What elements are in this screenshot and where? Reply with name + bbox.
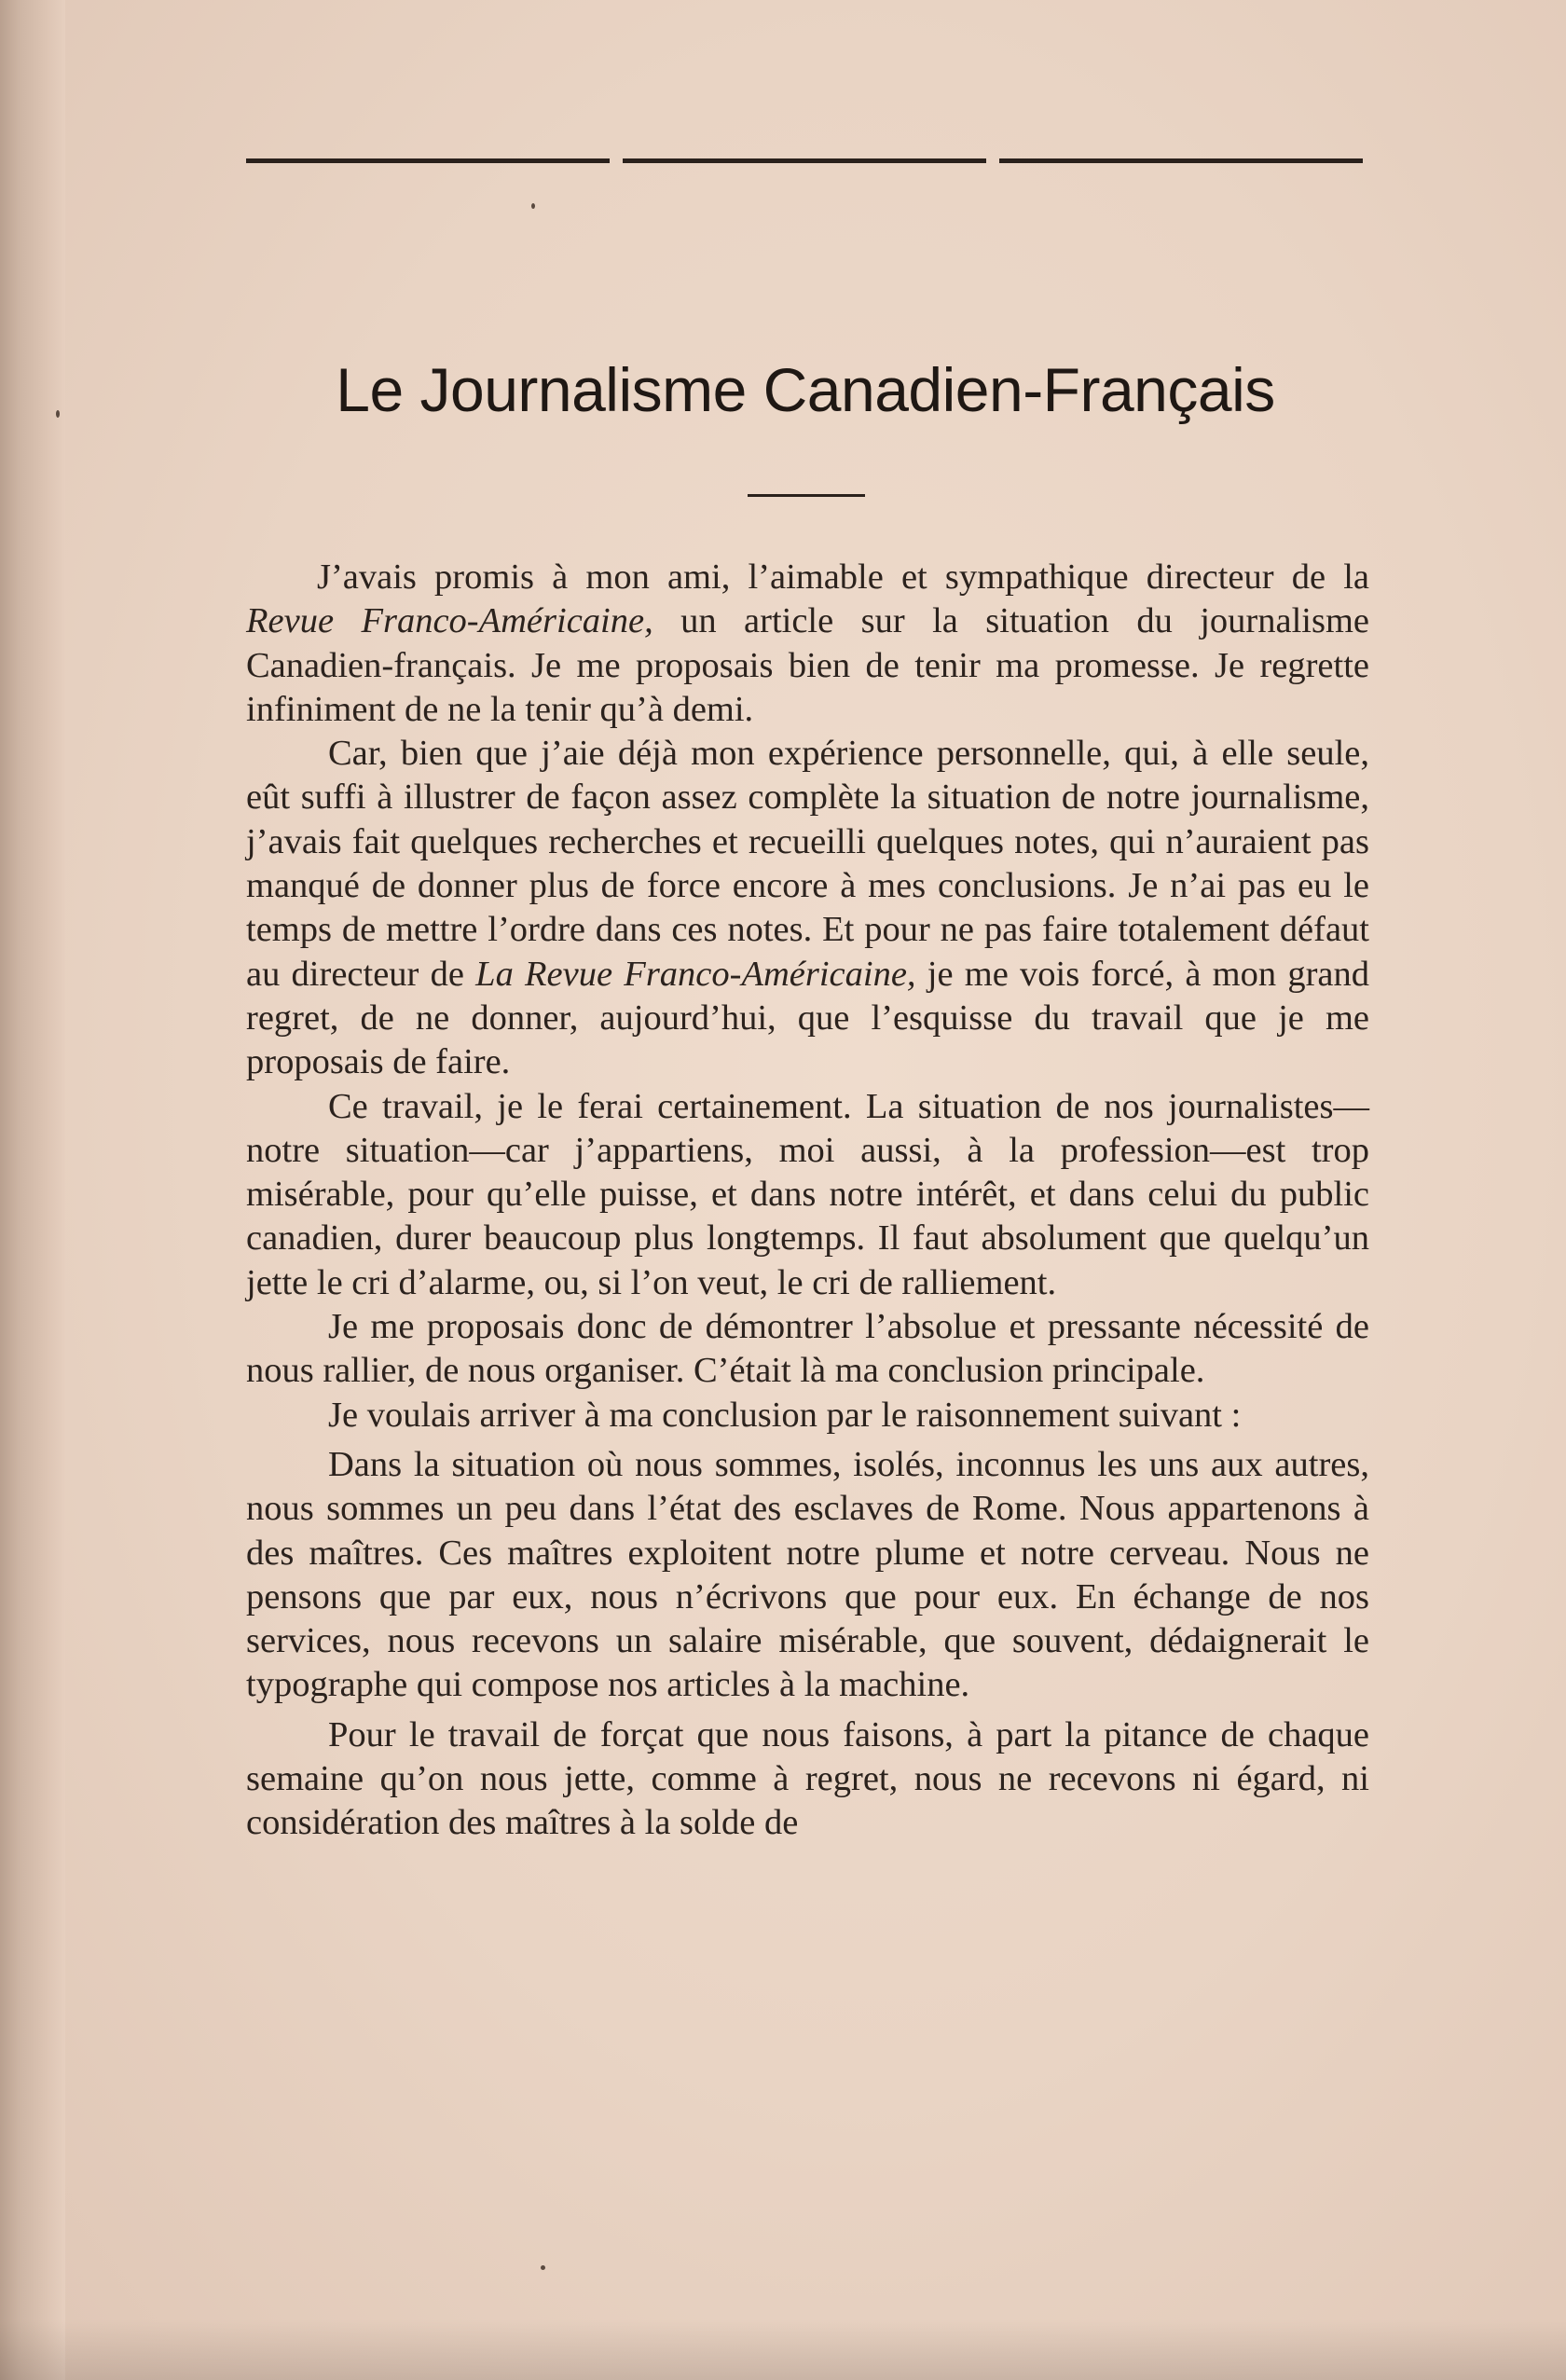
paper-speck <box>56 410 60 418</box>
paragraph-4: Je me proposais donc de démontrer l’absolue et pressante nécessité de nous rallier, de nous organiser. C’était là ma conclusion principale. <box>246 1307 1369 1391</box>
page-bottom-shadow <box>0 2321 1566 2380</box>
paragraph-1-text-a: J’avais promis à mon ami, l’aimable et sympathique directeur de la <box>317 557 1369 597</box>
paragraph-2 <box>246 732 1369 1084</box>
article-title: Le Journalisme Canadien-Français <box>336 355 1275 424</box>
paragraph-2-text-a: Car, bien que j’aie déjà mon expérience personnelle, qui, à elle seule, eût suffi à illustrer de façon assez complète la situation de notre journalisme, j’avais fait quelques recherches et recueilli quelques notes, qui n’auraient pas manqué de donner plus de force encore à mes conclusions. Je n’ai pas eu le temps de mettre l’ordre dans ces notes. Et pour ne pas faire totalement défaut au directeur de <box>246 734 1369 994</box>
book-gutter <box>0 0 65 2380</box>
paragraph-6: Dans la situation où nous sommes, isolés, inconnus les uns aux autres, nous sommes un peu dans l’état des esclaves de Rome. Nous appartenons à des maîtres. Ces maîtres exploitent notre plume et notre cerveau. Nous ne pensons que par eux, nous n’écrivons que pour eux. En échange de nos services, nous recevons un salaire misérable, que souvent, dédaignerait le typographe qui compose nos articles à la machine. <box>246 1444 1369 1705</box>
paragraph-1-revue-title: Revue Franco-Américaine, <box>246 601 653 641</box>
paragraph-5: Je voulais arriver à ma conclusion par le raisonnement suivant : <box>328 1395 1242 1435</box>
paragraph-7: Pour le travail de forçat que nous faisons, à part la pitance de chaque semaine qu’on nous jette, comme à regret, nous ne recevons ni égard, ni considération des maîtres à la solde de <box>246 1714 1369 1843</box>
paragraph-2-revue-title: La Revue Franco-Américaine, <box>475 954 916 994</box>
paragraph-3: Ce travail, je le ferai certainement. La situation de nos journalistes—notre situation—car j’appartiens, moi aussi, à la profession—est trop misérable, pour qu’elle puisse, et dans notre intérêt, et dans celui du public canadien, durer beaucoup plus longtemps. Il faut absolument que quelqu’un jette le cri d’alarme, ou, si l’on veut, le cri de ralliement. <box>246 1086 1369 1302</box>
header-dashed-rule <box>246 158 1365 163</box>
paper-speck <box>541 2265 545 2270</box>
paragraph-1 <box>246 556 1369 732</box>
article-body <box>246 556 1369 1846</box>
paper-speck <box>531 203 535 209</box>
title-underline-rule <box>748 494 865 497</box>
paragraph-1-text-b: un article sur la situation du journalisme Canadien-français. Je me proposais bien de tenir ma promesse. Je regrette infiniment de ne la tenir qu’à demi. <box>246 601 1370 729</box>
paragraph-2-text-b: je me vois forcé, à mon grand regret, de ne donner, aujourd’hui, que l’esquisse du travail que je me proposais de faire. <box>246 954 1369 1082</box>
